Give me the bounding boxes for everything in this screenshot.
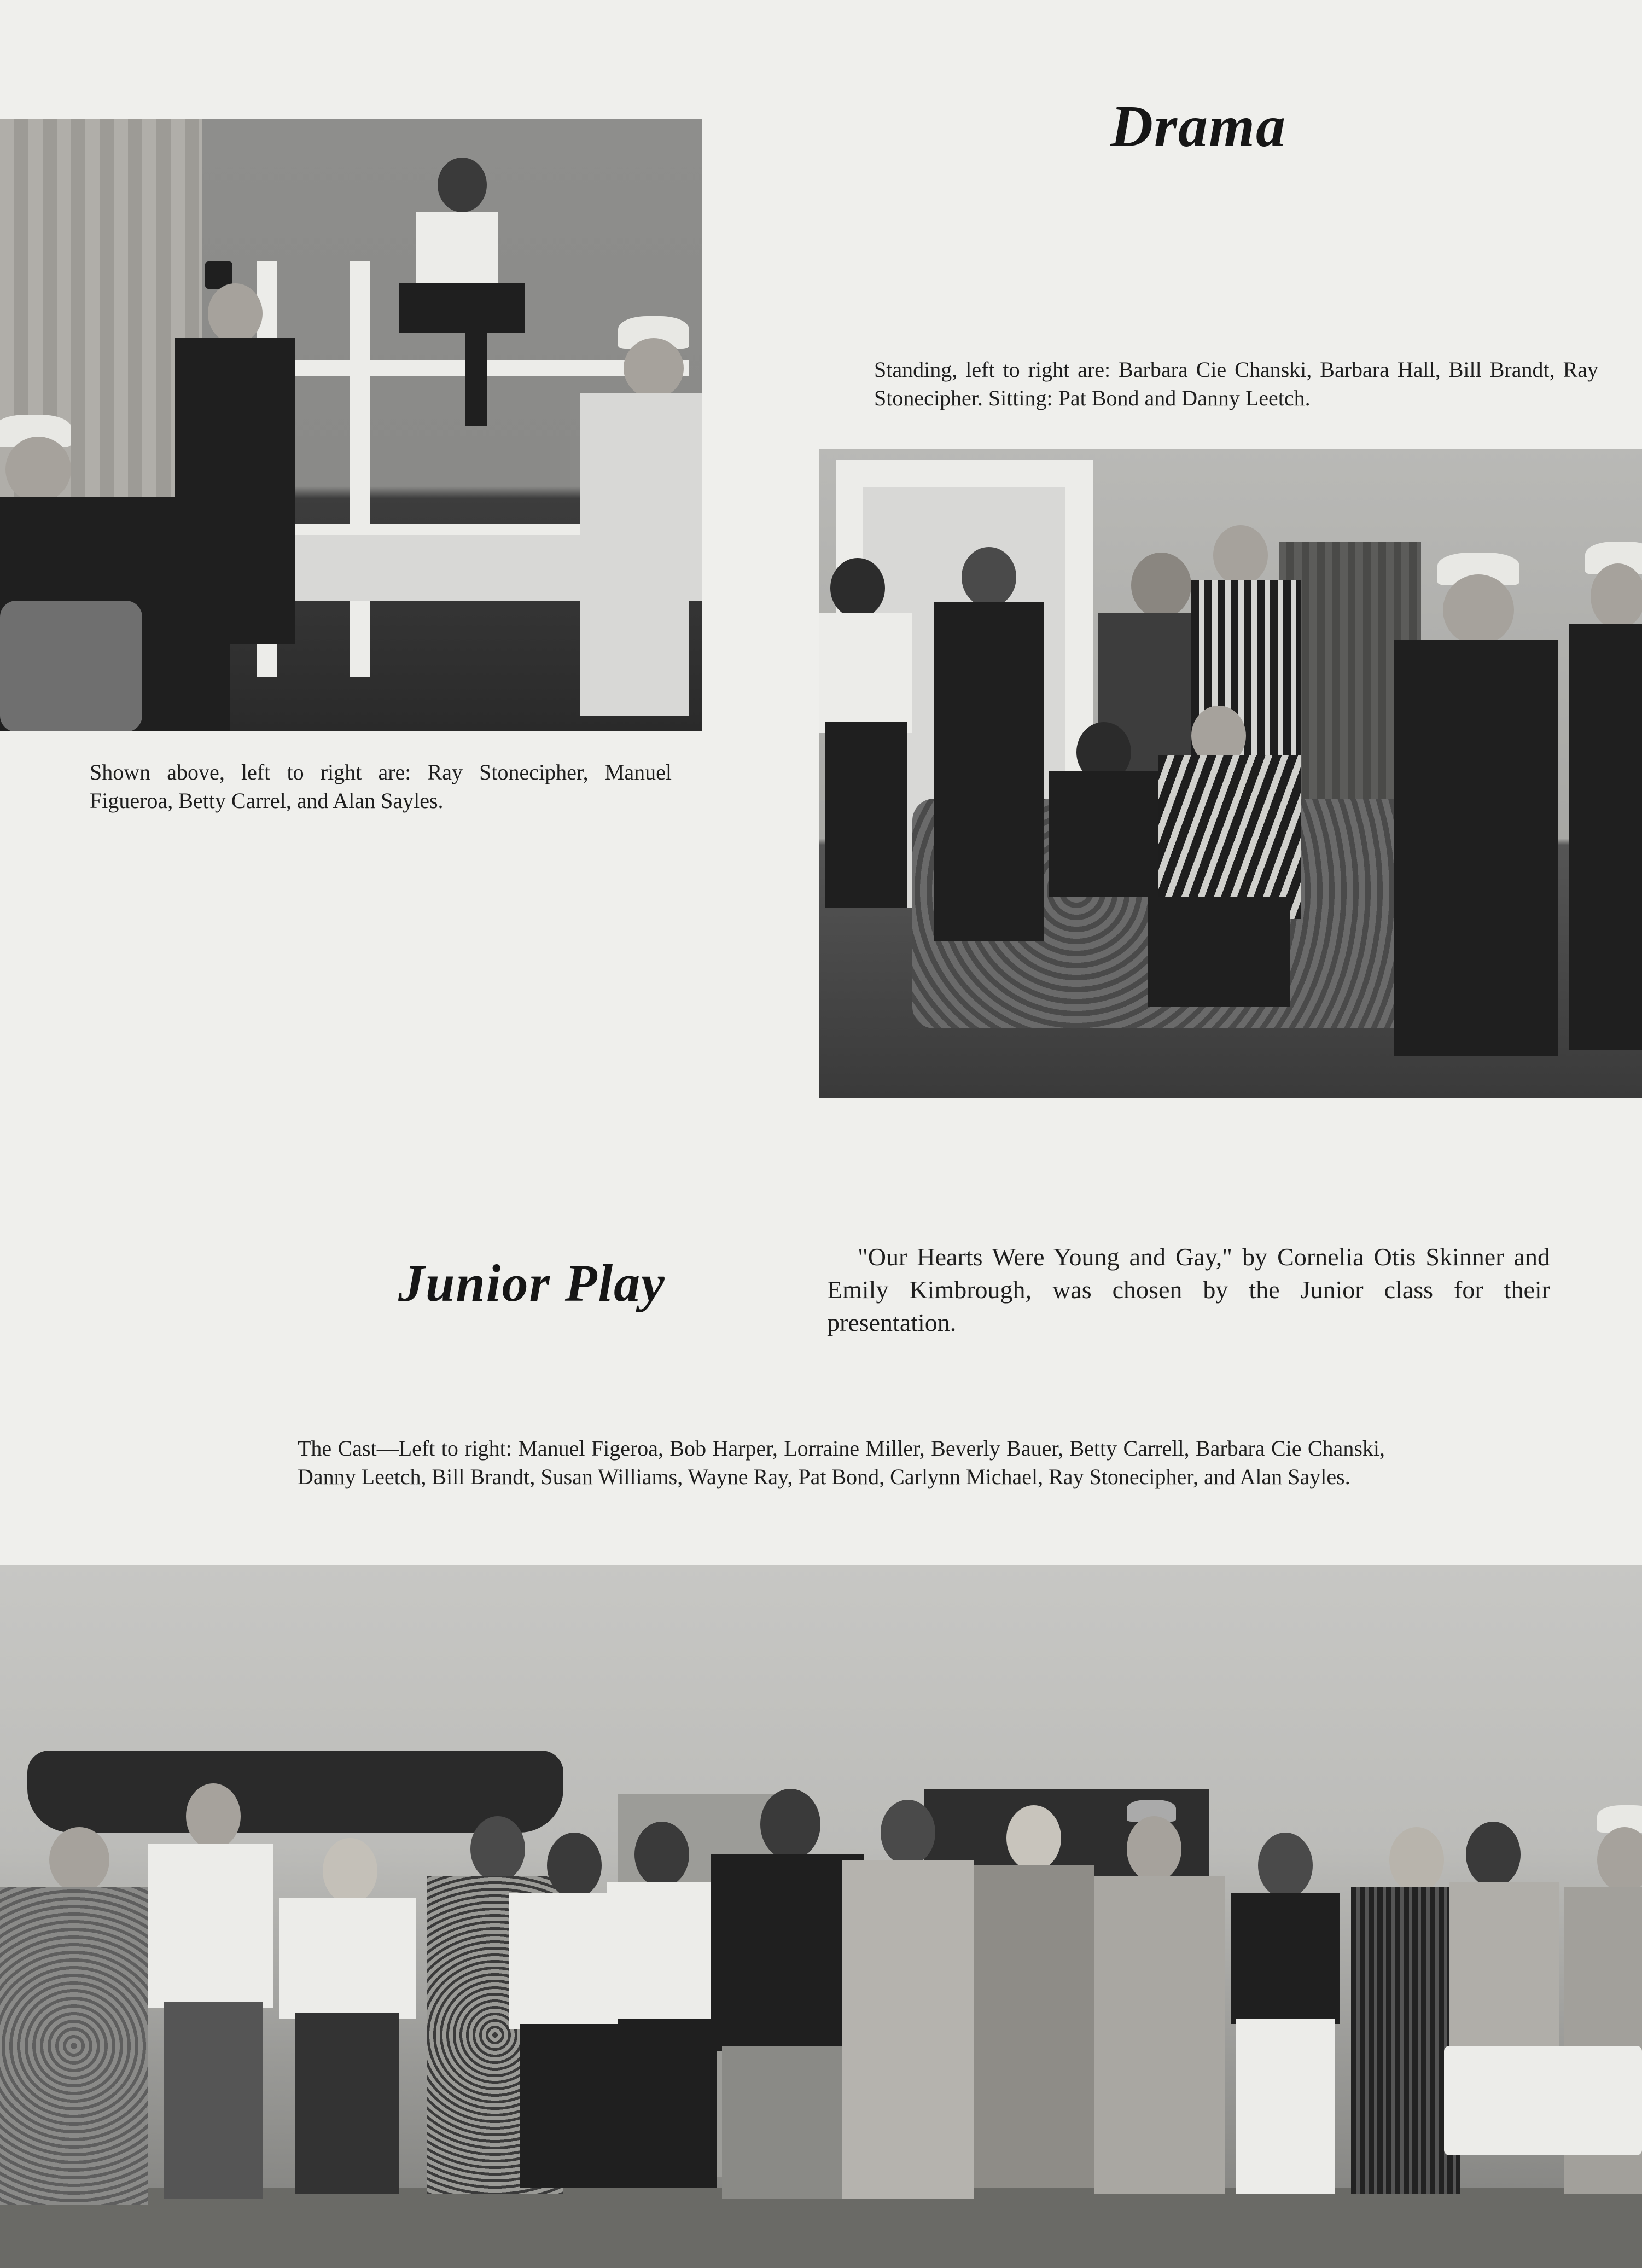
drama-photo-bunk-scene xyxy=(0,119,702,731)
drama-heading: Drama xyxy=(1110,94,1287,159)
junior-play-heading: Junior Play xyxy=(398,1254,666,1312)
junior-play-description: "Our Hearts Were Young and Gay," by Cornelia Otis Skinner and Emily Kimbrough, was chosen by the Junior class for their presentation. xyxy=(827,1243,1550,1336)
drama-photo-sofa-scene xyxy=(819,449,1642,1098)
drama-caption-standing: Standing, left to right are: Barbara Cie Chanski, Barbara Hall, Bill Brandt, Ray Stonecipher. Sitting: Pat Bond and Danny Leetch. xyxy=(874,357,1598,410)
drama-caption-shown-above: Shown above, left to right are: Ray Stonecipher, Manuel Figueroa, Betty Carrel, and Alan Sayles. xyxy=(90,760,672,813)
junior-play-cast-caption: The Cast—Left to right: Manuel Figeroa, Bob Harper, Lorraine Miller, Beverly Bauer, Betty Carrell, Barbara Cie Chanski, Danny Leetch, Bill Brandt, Susan Williams, Wayne Ray, Pat Bond, Carlynn Michael, Ray Stonecipher, and Alan Sayles. xyxy=(298,1436,1385,1489)
junior-play-cast-photo xyxy=(0,1565,1642,2268)
